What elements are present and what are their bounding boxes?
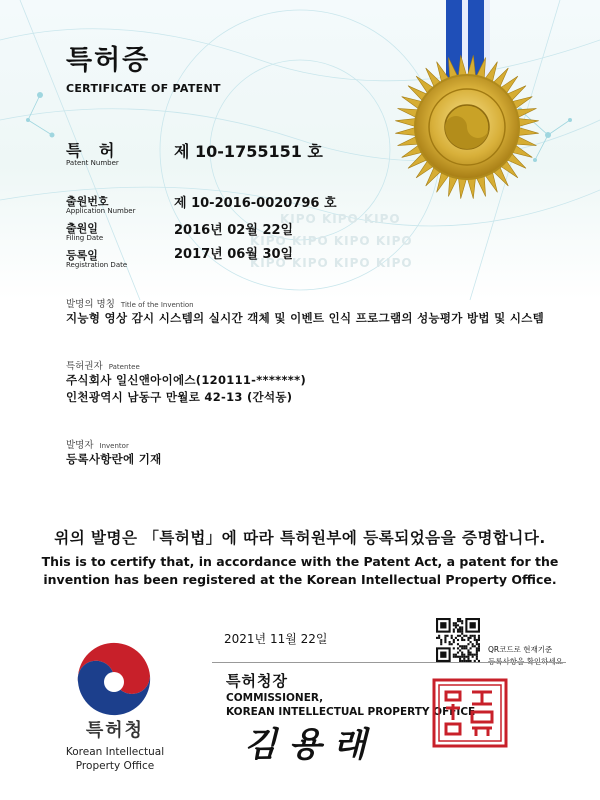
- watermark-line: KIPO KIPO KIPO: [280, 212, 401, 226]
- invention-title: 지능형 영상 감시 시스템의 실시간 객체 및 이벤트 인식 프로그램의 성능평가 방법 및 시스템: [66, 311, 545, 325]
- patent-number-label: 특 허: [66, 141, 121, 160]
- signature-text: 김 용 래: [244, 725, 367, 765]
- certificate-title-en: CERTIFICATE OF PATENT: [66, 82, 221, 95]
- declaration-en-line2: invention has been registered at the Korean Intellectual Property Office.: [43, 572, 557, 587]
- filing-date-value: 2016년 02월 22일: [174, 223, 294, 238]
- patentee-section-heading: [66, 354, 140, 373]
- watermark-line: KIPO KIPO KIPO KIPO: [250, 256, 413, 270]
- application-number-value: 제 10-2016-0020796 호: [174, 196, 337, 211]
- commissioner-title-en-line1: COMMISSIONER,: [226, 692, 324, 704]
- inventor-section-heading: [66, 433, 129, 452]
- patentee-name: 주식회사 일신앤아이에스(120111-*******): [66, 373, 306, 387]
- patent-number-label-en: Patent Number: [66, 159, 119, 167]
- registration-date-label-en: Registration Date: [66, 261, 128, 269]
- registration-date-value: 2017년 06월 30일: [174, 247, 294, 262]
- office-logo-name-en-line1: Korean Intellectual: [65, 746, 165, 758]
- declaration-en-line1: This is to certify that, in accordance with the Patent Act, a patent for the: [41, 554, 559, 569]
- office-logo-name-ko: 특허청: [85, 720, 145, 741]
- signature-rule: [212, 662, 566, 663]
- commissioner-title-ko: 특허청장: [226, 672, 288, 690]
- official-stamp-icon: [432, 678, 508, 752]
- qr-code-icon: [436, 618, 480, 666]
- invention-label-en: Title of the Invention: [120, 301, 194, 309]
- gold-seal-icon: [392, 52, 542, 206]
- certificate-title: 특허증: [66, 45, 151, 76]
- inventor-value: 등록사항란에 기재: [66, 452, 162, 466]
- taegeuk-logo-icon: [72, 636, 156, 720]
- inventor-label-en: Inventor: [99, 442, 129, 450]
- watermark-line: KIPO KIPO KIPO KIPO: [250, 234, 413, 248]
- patentee-address: 인천광역시 남동구 만월로 42-13 (간석동): [66, 390, 293, 404]
- qr-note-line1: QR코드로 현재기준: [488, 645, 553, 654]
- office-logo-name-en-line2: Property Office: [75, 760, 155, 772]
- commissioner-title-en-line2: KOREAN INTELLECTUAL PROPERTY OFFICE: [226, 706, 476, 718]
- filing-date-label: 출원일: [66, 222, 98, 235]
- invention-section-heading: [66, 292, 194, 311]
- registration-date-label: 등록일: [66, 249, 98, 262]
- patent-number-value: 제 10-1755151 호: [174, 142, 323, 161]
- kipo-watermark: [250, 208, 510, 274]
- patentee-label: 특허권자: [66, 361, 103, 372]
- patentee-label-en: Patentee: [108, 363, 140, 371]
- issue-date: 2021년 11월 22일: [224, 632, 328, 646]
- filing-date-label-en: Filing Date: [66, 234, 104, 242]
- commissioner-signature: [240, 712, 380, 772]
- application-number-label: 출원번호: [66, 195, 109, 208]
- declaration-ko: 위의 발명은 「특허법」에 따라 특허원부에 등록되었음을 증명합니다.: [54, 529, 546, 547]
- application-number-label-en: Application Number: [66, 207, 136, 215]
- invention-label: 발명의 명칭: [66, 299, 115, 310]
- inventor-label: 발명자: [66, 440, 94, 451]
